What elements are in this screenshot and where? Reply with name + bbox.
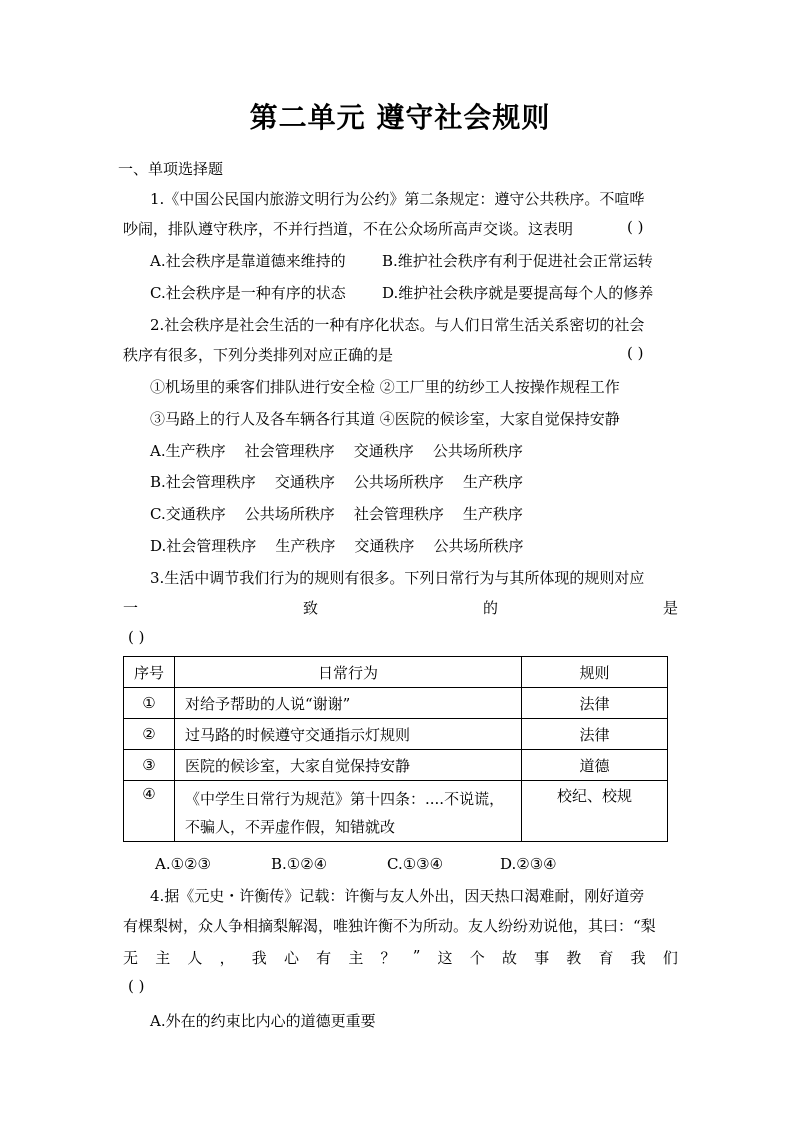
- q1-line2-text: 吵闹，排队遵守秩序，不并行挡道，不在公众场所高声交谈。这表明: [123, 220, 574, 238]
- q3-option-b: B.①②④: [271, 855, 328, 873]
- table-cell: [175, 781, 522, 842]
- q1-options-cd: [150, 282, 680, 303]
- q4-word: ？: [380, 949, 396, 967]
- rules-table: [123, 656, 668, 842]
- q4-word: 无: [123, 949, 139, 967]
- q4-word: 主: [155, 949, 171, 967]
- table-cell: ②: [124, 719, 175, 750]
- table-cell: 校纪、校规: [522, 781, 668, 842]
- table-cell: 法律: [522, 719, 668, 750]
- q4-line1: 4.据《元史・许衡传》记载：许衡与友人外出，因天热口渴难耐，刚好道旁: [150, 887, 645, 905]
- q2-option-b: B.社会管理秩序 交通秩序 公共场所秩序 生产秩序: [150, 473, 524, 491]
- q1-answer-paren: ( ): [627, 218, 644, 236]
- q4-word: 们: [662, 949, 678, 967]
- table-cell: 道德: [522, 750, 668, 781]
- q3-answer-paren: ( ): [128, 628, 145, 646]
- q4-line3: [123, 947, 678, 968]
- q3-word-2: 致: [302, 599, 318, 617]
- table-header: 序号: [124, 657, 175, 688]
- section-heading: 一、单项选择题: [118, 160, 224, 178]
- table-cell: 医院的候诊室，大家自觉保持安静: [175, 750, 522, 781]
- q2-answer-paren: ( ): [627, 344, 644, 362]
- table-cell: 对给予帮助的人说“谢谢”: [175, 688, 522, 719]
- q1-option-a: A.社会秩序是靠道德来维持的: [150, 252, 346, 270]
- q4-word: 心: [283, 949, 299, 967]
- q4-word: 主: [348, 949, 364, 967]
- q4-word: ，: [219, 949, 235, 967]
- q4-word: 育: [598, 949, 614, 967]
- table-cell-line: 《中学生日常行为规范》第十四条：....不说谎，: [185, 790, 505, 808]
- table-cell: ④: [124, 781, 175, 842]
- q1-options-ab: [150, 250, 680, 271]
- q4-line2: 有棵梨树，众人争相摘梨解渴，唯独许衡不为所动。友人纷纷劝说他，其曰：“梨: [123, 917, 656, 935]
- q3-word-1: 一: [123, 599, 139, 617]
- q2-option-d: D.社会管理秩序 生产秩序 交通秩序 公共场所秩序: [150, 537, 524, 555]
- q4-word: ”: [412, 947, 421, 965]
- q4-word: 我: [630, 949, 646, 967]
- table-row: [124, 781, 668, 842]
- q3-word-4: 是: [662, 599, 678, 617]
- q4-answer-paren: ( ): [128, 977, 145, 995]
- q4-option-a: A.外在的约束比内心的道德更重要: [150, 1012, 376, 1030]
- page-title: 第二单元 遵守社会规则: [249, 101, 551, 134]
- q2-line1: 2.社会秩序是社会生活的一种有序化状态。与人们日常生活关系密切的社会: [150, 316, 645, 334]
- q2-items-3-4: ③马路上的行人及各车辆各行其道 ④医院的候诊室，大家自觉保持安静: [150, 410, 620, 428]
- q4-word: 人: [187, 949, 203, 967]
- q1-option-b: B.维护社会秩序有利于促进社会正常运转: [382, 252, 653, 270]
- table-cell: 法律: [522, 688, 668, 719]
- q2-option-c: C.交通秩序 公共场所秩序 社会管理秩序 生产秩序: [150, 505, 523, 523]
- table-header: 日常行为: [175, 657, 522, 688]
- table-header: 规则: [522, 657, 668, 688]
- q2-line2: 秩序有很多，下列分类排列对应正确的是: [123, 346, 394, 364]
- q3-line1: 3.生活中调节我们行为的规则有很多。下列日常行为与其所体现的规则对应: [150, 569, 645, 587]
- q1-option-c: C.社会秩序是一种有序的状态: [150, 284, 346, 302]
- table-header-row: [124, 657, 668, 688]
- q3-option-d: D.②③④: [500, 855, 557, 873]
- table-cell-line: 不骗人，不弄虚作假，知错就改: [185, 818, 396, 836]
- table-row: [124, 688, 668, 719]
- q1-line1: 1.《中国公民国内旅游文明行为公约》第二条规定：遵守公共秩序。不喧哗: [150, 190, 645, 208]
- q4-word: 故: [501, 949, 517, 967]
- q4-word: 有: [316, 949, 332, 967]
- table-cell: 过马路的时候遵守交通指示灯规则: [175, 719, 522, 750]
- q2-items-1-2: ①机场里的乘客们排队进行安全检 ②工厂里的纺纱工人按操作规程工作: [150, 378, 620, 396]
- table-cell: ③: [124, 750, 175, 781]
- q3-line2: [123, 597, 678, 618]
- q4-word: 我: [251, 949, 267, 967]
- table-row: [124, 750, 668, 781]
- table-row: [124, 719, 668, 750]
- q2-option-a: A.生产秩序 社会管理秩序 交通秩序 公共场所秩序: [150, 442, 523, 460]
- q3-options: [155, 855, 685, 873]
- q3-word-3: 的: [482, 599, 498, 617]
- q1-line2: [123, 218, 683, 239]
- q3-option-c: C.①③④: [387, 855, 444, 873]
- q4-word: 事: [534, 949, 550, 967]
- q4-word: 个: [469, 949, 485, 967]
- table-cell: ①: [124, 688, 175, 719]
- q3-option-a: A.①②③: [155, 855, 211, 873]
- q4-word: 教: [566, 949, 582, 967]
- q1-option-d: D.维护社会秩序就是要提高每个人的修养: [382, 284, 654, 302]
- q4-word: 这: [437, 949, 453, 967]
